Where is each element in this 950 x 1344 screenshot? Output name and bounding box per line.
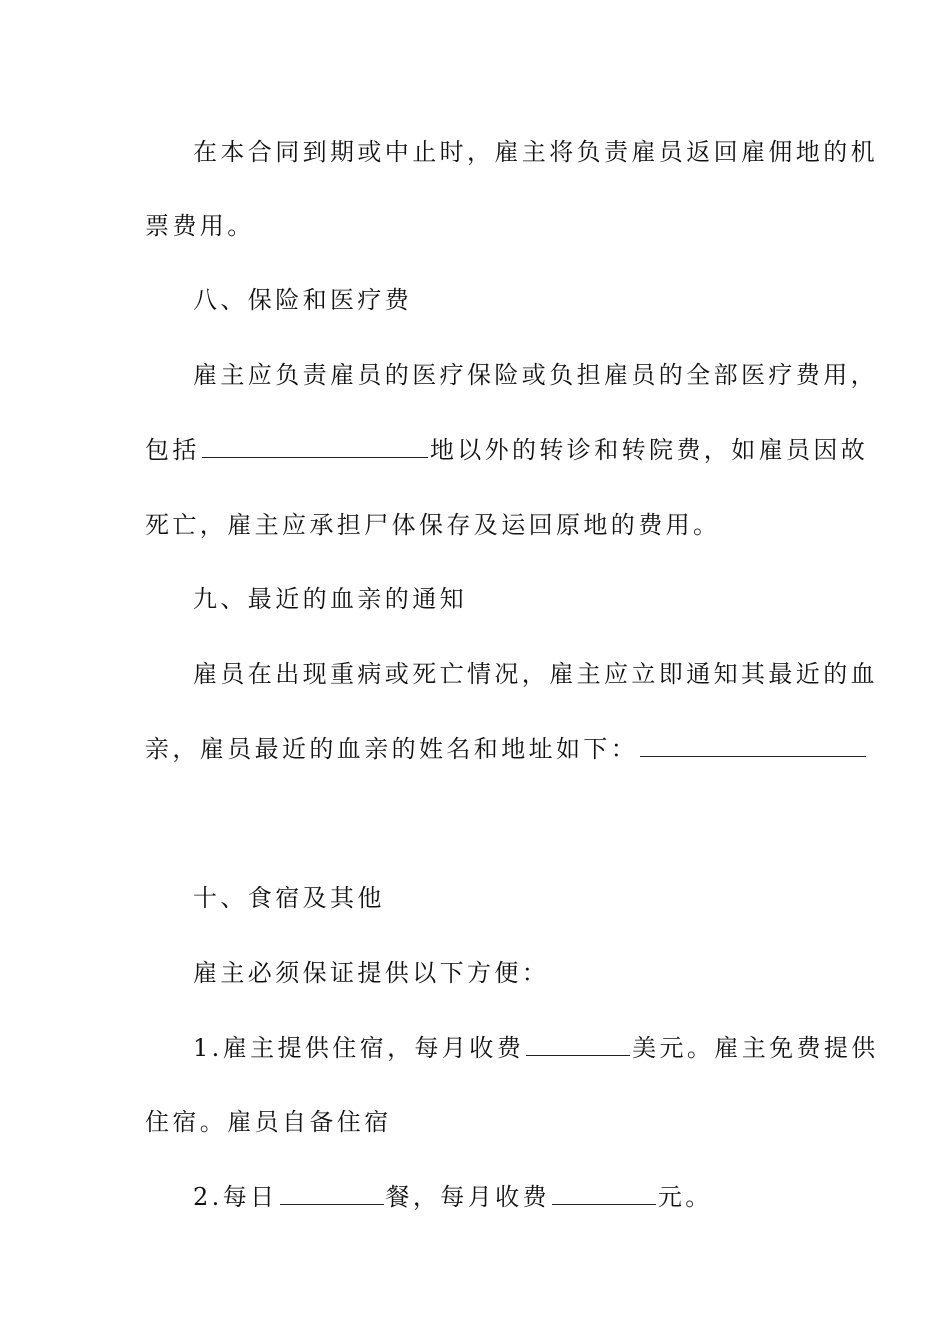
paragraph-line bbox=[193, 958, 855, 988]
fill-in-blank bbox=[526, 1033, 630, 1056]
text: 2.每日 bbox=[193, 1183, 278, 1211]
fill-in-blank bbox=[640, 734, 866, 757]
list-item-2 bbox=[193, 1182, 855, 1212]
heading-text: 八、保险和医疗费 bbox=[193, 286, 413, 314]
list-item-1 bbox=[193, 1033, 879, 1063]
text: 雇主必须保证提供以下方便： bbox=[193, 959, 550, 987]
paragraph-line bbox=[145, 1107, 807, 1137]
paragraph-line bbox=[193, 137, 878, 167]
text: 包括 bbox=[145, 436, 200, 464]
text: 在本合同到期或中止时，雇主将负责雇员返回雇佣地的机 bbox=[193, 138, 878, 166]
section-heading-8 bbox=[193, 285, 855, 315]
text: 元。 bbox=[657, 1183, 713, 1211]
paragraph-line bbox=[193, 360, 878, 390]
fill-in-blank bbox=[552, 1182, 656, 1205]
text: 死亡，雇主应承担尸体保存及运回原地的费用。 bbox=[145, 511, 721, 539]
text: 美元。雇主免费提供 bbox=[632, 1034, 879, 1062]
text: 雇主应负责雇员的医疗保险或负担雇员的全部医疗费用， bbox=[193, 361, 878, 389]
paragraph-line bbox=[145, 734, 807, 764]
heading-text: 十、食宿及其他 bbox=[193, 884, 385, 912]
text: 雇员在出现重病或死亡情况，雇主应立即通知其最近的血 bbox=[193, 660, 878, 688]
fill-in-blank bbox=[202, 435, 428, 458]
paragraph-line bbox=[145, 510, 807, 540]
paragraph-line bbox=[145, 211, 807, 241]
text: 亲，雇员最近的血亲的姓名和地址如下： bbox=[145, 735, 639, 763]
paragraph-line bbox=[193, 659, 878, 689]
paragraph-line bbox=[145, 435, 869, 465]
text: 住宿。雇员自备住宿 bbox=[145, 1108, 392, 1136]
text: 地以外的转诊和转院费，如雇员因故 bbox=[429, 436, 869, 464]
text: 1.雇主提供住宿，每月收费 bbox=[193, 1034, 525, 1062]
heading-text: 九、最近的血亲的通知 bbox=[193, 585, 467, 613]
text: 餐，每月收费 bbox=[385, 1183, 550, 1211]
fill-in-blank bbox=[280, 1182, 384, 1205]
section-heading-9 bbox=[193, 584, 855, 614]
text: 票费用。 bbox=[145, 212, 255, 240]
section-heading-10 bbox=[193, 883, 855, 913]
